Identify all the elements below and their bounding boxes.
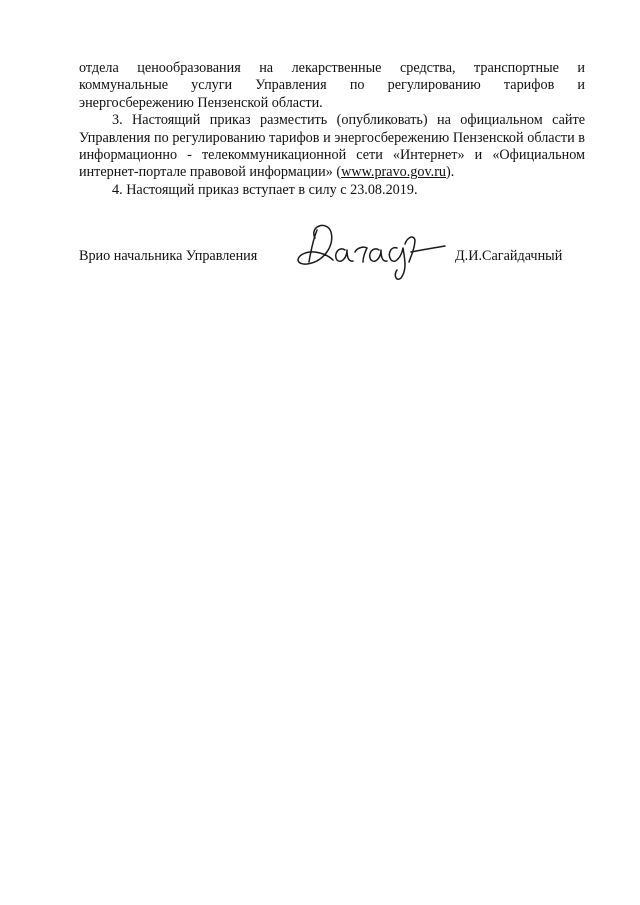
paragraph-publication-end: ). bbox=[446, 164, 455, 181]
paragraph-effective-date: 4. Настоящий приказ вступает в силу с 23.08.2019. bbox=[112, 181, 418, 198]
signer-name: Д.И.Сагайдачный bbox=[455, 248, 563, 264]
handwritten-signature bbox=[293, 218, 449, 286]
paragraph-publication bbox=[79, 112, 585, 182]
document-body bbox=[79, 60, 585, 199]
signer-position: Врио начальника Управления bbox=[79, 248, 258, 264]
paragraph-publication-text: 3. Настоящий приказ разместить (опубликовать) на официальном сайте Управления по регулированию тарифов и энергосбережению Пензенской области в информационно - телекоммуникационной сети «Интернет» и «Официальном интернет-портале правовой информации» ( bbox=[79, 112, 585, 181]
pravo-gov-link[interactable]: www.pravo.gov.ru bbox=[341, 164, 447, 181]
paragraph-continuation: отдела ценообразования на лекарственные средства, транспортные и коммунальные услуги Управления по регулированию тарифов и энергосбережению Пензенской области. bbox=[79, 60, 585, 111]
